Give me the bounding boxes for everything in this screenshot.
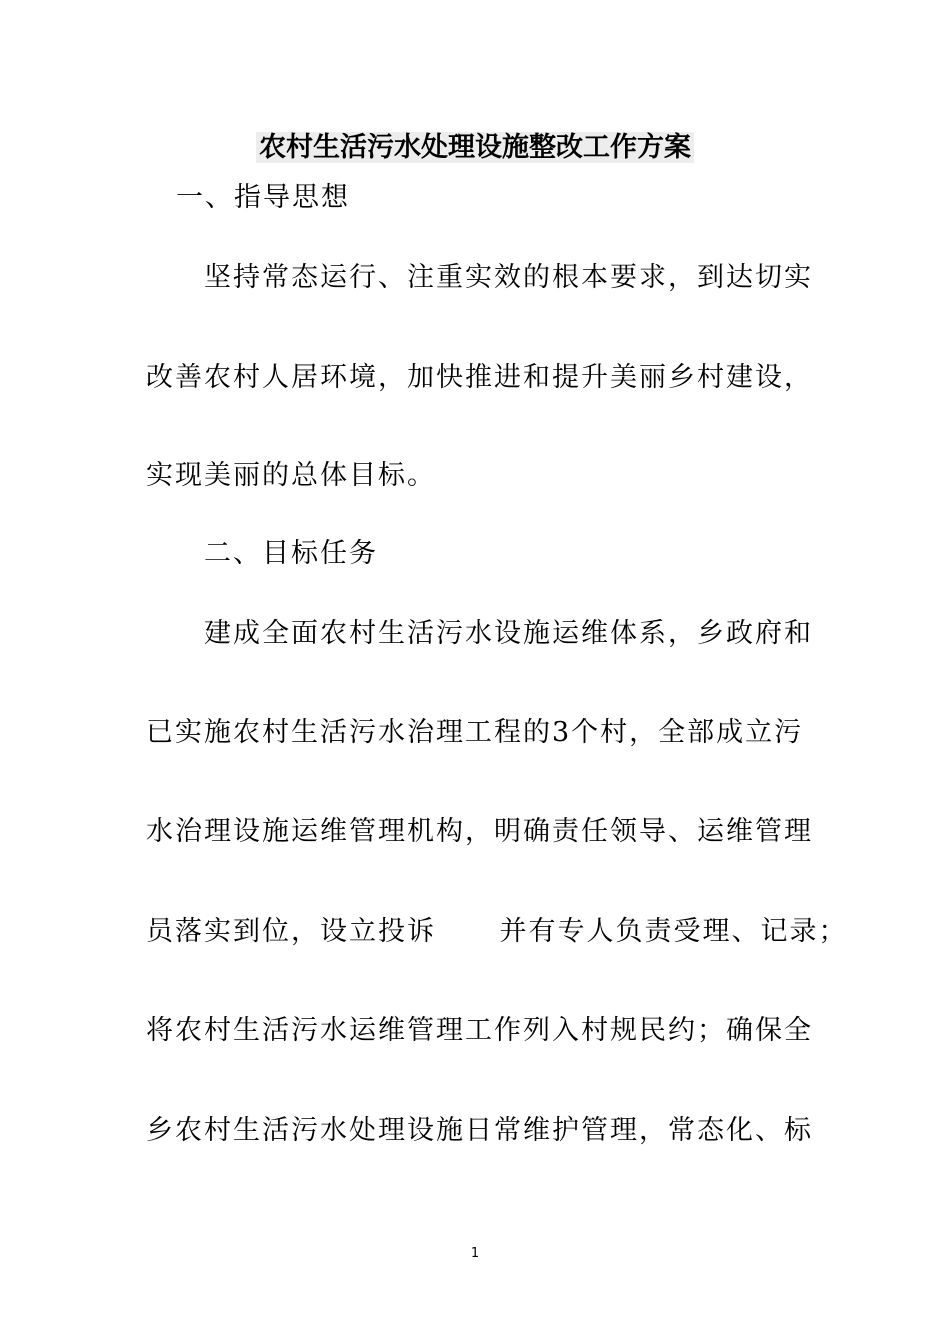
document-title [0, 128, 950, 168]
paragraph-line: 已实施农村生活污水治理工程的3个村，全部成立污 [146, 717, 804, 748]
page-number: 1 [470, 1246, 480, 1261]
paragraph-line: 将农村生活污水运维管理工作列入村规民约；确保全 [146, 1015, 813, 1046]
paragraph-line: 建成全面农村生活污水设施运维体系，乡政府和 [204, 618, 813, 649]
paragraph-line: 实现美丽的总体目标。 [146, 460, 436, 491]
paragraph-line: 乡农村生活污水处理设施日常维护管理，常态化、标 [146, 1115, 813, 1146]
document-title-text: 农村生活污水处理设施整改工作方案 [256, 132, 694, 163]
section-heading-guiding-ideology: 一、指导思想 [176, 182, 350, 213]
paragraph-line: 员落实到位，设立投诉 并有专人负责受理、记录； [146, 916, 848, 947]
paragraph-line: 改善农村人居环境，加快推进和提升美丽乡村建设， [146, 362, 813, 393]
paragraph-line: 坚持常态运行、注重实效的根本要求，到达切实 [204, 262, 813, 293]
section-heading-goals-tasks: 二、目标任务 [204, 538, 378, 569]
paragraph-line: 水治理设施运维管理机构，明确责任领导、运维管理 [146, 816, 813, 847]
